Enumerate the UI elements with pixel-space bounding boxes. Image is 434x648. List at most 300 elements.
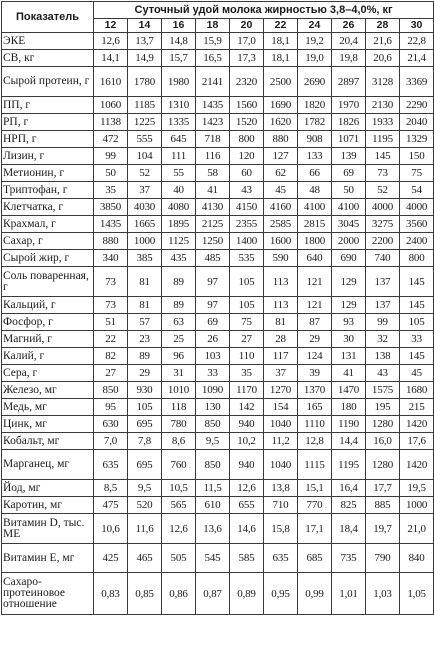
table-cell: 41 <box>332 365 366 382</box>
row-label: НРП, г <box>2 131 94 148</box>
row-label: Калий, г <box>2 348 94 365</box>
table-row <box>2 131 434 148</box>
row-label: Йод, мг <box>2 480 94 497</box>
table-cell: 718 <box>196 131 230 148</box>
table-cell: 930 <box>128 382 162 399</box>
row-label: ЭКЕ <box>2 33 94 50</box>
row-label: СВ, кг <box>2 50 94 67</box>
table-cell: 1090 <box>196 382 230 399</box>
table-row <box>2 182 434 199</box>
table-cell: 19,0 <box>298 50 332 67</box>
table-cell: 800 <box>230 131 264 148</box>
table-cell: 4000 <box>366 199 400 216</box>
row-label: Кобальт, мг <box>2 433 94 450</box>
table-cell: 11,6 <box>128 514 162 544</box>
table-cell: 69 <box>196 314 230 331</box>
table-cell: 20,6 <box>366 50 400 67</box>
row-label: РП, г <box>2 114 94 131</box>
table-cell: 14,9 <box>128 50 162 67</box>
table-cell: 95 <box>94 399 128 416</box>
table-cell: 2355 <box>230 216 264 233</box>
table-cell: 21,4 <box>400 50 434 67</box>
table-cell: 690 <box>332 250 366 267</box>
table-cell: 137 <box>366 297 400 314</box>
table-row <box>2 348 434 365</box>
table-cell: 35 <box>94 182 128 199</box>
table-cell: 4160 <box>264 199 298 216</box>
table-cell: 1280 <box>366 416 400 433</box>
table-cell: 180 <box>332 399 366 416</box>
table-cell: 4000 <box>400 199 434 216</box>
table-cell: 1225 <box>128 114 162 131</box>
table-cell: 31 <box>162 365 196 382</box>
row-label: Магний, г <box>2 331 94 348</box>
table-cell: 1060 <box>94 97 128 114</box>
table-cell: 45 <box>400 365 434 382</box>
table-cell: 89 <box>162 267 196 297</box>
table-cell: 52 <box>128 165 162 182</box>
table-cell: 105 <box>230 297 264 314</box>
table-cell: 18,1 <box>264 50 298 67</box>
table-cell: 104 <box>128 148 162 165</box>
table-cell: 43 <box>230 182 264 199</box>
table-cell: 1690 <box>264 97 298 114</box>
table-cell: 645 <box>162 131 196 148</box>
table-cell: 28 <box>264 331 298 348</box>
table-row <box>2 33 434 50</box>
table-cell: 11,5 <box>196 480 230 497</box>
table-cell: 35 <box>230 365 264 382</box>
table-row <box>2 216 434 233</box>
table-cell: 17,0 <box>230 33 264 50</box>
table-cell: 30 <box>332 331 366 348</box>
table-cell: 9,5 <box>196 433 230 450</box>
table-cell: 33 <box>400 331 434 348</box>
table-cell: 2400 <box>400 233 434 250</box>
table-cell: 8,6 <box>162 433 196 450</box>
table-cell: 145 <box>366 148 400 165</box>
table-cell: 41 <box>196 182 230 199</box>
table-row <box>2 114 434 131</box>
table-cell: 735 <box>332 544 366 573</box>
table-cell: 133 <box>298 148 332 165</box>
table-cell: 800 <box>400 250 434 267</box>
table-cell: 118 <box>162 399 196 416</box>
row-label: Сырой протеин, г <box>2 67 94 97</box>
table-cell: 145 <box>400 348 434 365</box>
column-header: 20 <box>230 18 264 32</box>
row-label: Сахар, г <box>2 233 94 250</box>
table-cell: 12,6 <box>162 514 196 544</box>
table-cell: 1520 <box>230 114 264 131</box>
table-cell: 154 <box>264 399 298 416</box>
table-cell: 127 <box>264 148 298 165</box>
table-cell: 1,05 <box>400 573 434 615</box>
table-cell: 3275 <box>366 216 400 233</box>
table-cell: 1,01 <box>332 573 366 615</box>
table-cell: 840 <box>400 544 434 573</box>
table-cell: 2200 <box>366 233 400 250</box>
table-cell: 73 <box>366 165 400 182</box>
table-cell: 2897 <box>332 67 366 97</box>
table-row <box>2 165 434 182</box>
table-row <box>2 50 434 67</box>
table-cell: 129 <box>332 267 366 297</box>
table-cell: 131 <box>332 348 366 365</box>
table-cell: 2500 <box>264 67 298 97</box>
table-cell: 29 <box>298 331 332 348</box>
table-cell: 16,5 <box>196 50 230 67</box>
table-cell: 1820 <box>298 97 332 114</box>
table-cell: 3128 <box>366 67 400 97</box>
table-cell: 1400 <box>230 233 264 250</box>
table-cell: 11,2 <box>264 433 298 450</box>
table-cell: 825 <box>332 497 366 514</box>
table-cell: 22 <box>94 331 128 348</box>
table-cell: 885 <box>366 497 400 514</box>
table-cell: 435 <box>162 250 196 267</box>
column-header: 14 <box>128 18 162 32</box>
table-cell: 60 <box>230 165 264 182</box>
table-cell: 1040 <box>264 450 298 480</box>
table-row <box>2 331 434 348</box>
table-row <box>2 297 434 314</box>
row-label: Фосфор, г <box>2 314 94 331</box>
table-cell: 99 <box>94 148 128 165</box>
table-cell: 14,8 <box>162 33 196 50</box>
table-cell: 73 <box>94 267 128 297</box>
table-cell: 19,5 <box>400 480 434 497</box>
table-cell: 465 <box>128 544 162 573</box>
table-cell: 138 <box>366 348 400 365</box>
table-cell: 1435 <box>196 97 230 114</box>
table-cell: 15,1 <box>298 480 332 497</box>
table-cell: 7,0 <box>94 433 128 450</box>
table-cell: 50 <box>332 182 366 199</box>
table-cell: 780 <box>162 416 196 433</box>
table-cell: 1980 <box>162 67 196 97</box>
table-row <box>2 267 434 297</box>
header-row-top <box>2 2 434 19</box>
table-cell: 425 <box>94 544 128 573</box>
table-cell: 97 <box>196 267 230 297</box>
row-label: Крахмал, г <box>2 216 94 233</box>
table-cell: 33 <box>196 365 230 382</box>
table-cell: 1138 <box>94 114 128 131</box>
row-label: Витамин E, мг <box>2 544 94 573</box>
table-cell: 19,2 <box>298 33 332 50</box>
table-cell: 13,7 <box>128 33 162 50</box>
table-cell: 52 <box>366 182 400 199</box>
table-cell: 110 <box>230 348 264 365</box>
table-cell: 850 <box>196 416 230 433</box>
table-cell: 1826 <box>332 114 366 131</box>
table-row <box>2 250 434 267</box>
table-cell: 740 <box>366 250 400 267</box>
table-cell: 113 <box>264 297 298 314</box>
table-cell: 940 <box>230 416 264 433</box>
table-header <box>2 2 434 33</box>
table-cell: 850 <box>196 450 230 480</box>
table-cell: 0,86 <box>162 573 196 615</box>
table-cell: 0,83 <box>94 573 128 615</box>
table-row <box>2 97 434 114</box>
table-cell: 2141 <box>196 67 230 97</box>
table-cell: 103 <box>196 348 230 365</box>
table-cell: 520 <box>128 497 162 514</box>
table-cell: 1620 <box>264 114 298 131</box>
table-cell: 0,95 <box>264 573 298 615</box>
column-header: 12 <box>94 18 128 32</box>
table-cell: 1071 <box>332 131 366 148</box>
row-label: Марганец, мг <box>2 450 94 480</box>
row-label: Сахаро-протеиновое отношение <box>2 573 94 615</box>
table-cell: 1420 <box>400 416 434 433</box>
table-cell: 2320 <box>230 67 264 97</box>
table-cell: 2125 <box>196 216 230 233</box>
table-cell: 195 <box>366 399 400 416</box>
row-label: Витамин D, тыс. МЕ <box>2 514 94 544</box>
table-row <box>2 480 434 497</box>
table-cell: 340 <box>94 250 128 267</box>
table-row <box>2 199 434 216</box>
table-cell: 2130 <box>366 97 400 114</box>
table-cell: 14,4 <box>332 433 366 450</box>
table-cell: 121 <box>298 267 332 297</box>
table-cell: 695 <box>128 450 162 480</box>
table-cell: 81 <box>128 297 162 314</box>
table-cell: 1610 <box>94 67 128 97</box>
row-label: Сера, г <box>2 365 94 382</box>
table-cell: 485 <box>196 250 230 267</box>
table-cell: 4080 <box>162 199 196 216</box>
row-label: Медь, мг <box>2 399 94 416</box>
row-label: Сырой жир, г <box>2 250 94 267</box>
table-cell: 10,2 <box>230 433 264 450</box>
table-cell: 1370 <box>298 382 332 399</box>
table-cell: 27 <box>94 365 128 382</box>
table-cell: 12,6 <box>230 480 264 497</box>
table-cell: 1329 <box>400 131 434 148</box>
table-cell: 96 <box>162 348 196 365</box>
table-cell: 555 <box>128 131 162 148</box>
table-row <box>2 399 434 416</box>
table-cell: 73 <box>94 297 128 314</box>
row-label: Триптофан, г <box>2 182 94 199</box>
nutrition-table <box>1 1 434 615</box>
table-cell: 75 <box>400 165 434 182</box>
nutrition-table-container <box>1 1 433 615</box>
table-cell: 22,8 <box>400 33 434 50</box>
table-cell: 48 <box>298 182 332 199</box>
column-header: 26 <box>332 18 366 32</box>
table-cell: 3850 <box>94 199 128 216</box>
table-cell: 565 <box>162 497 196 514</box>
table-cell: 1560 <box>230 97 264 114</box>
table-row <box>2 544 434 573</box>
table-cell: 585 <box>230 544 264 573</box>
table-cell: 1010 <box>162 382 196 399</box>
table-cell: 0,89 <box>230 573 264 615</box>
table-cell: 145 <box>400 297 434 314</box>
table-row <box>2 67 434 97</box>
table-cell: 12,6 <box>94 33 128 50</box>
table-cell: 117 <box>264 348 298 365</box>
table-cell: 150 <box>400 148 434 165</box>
table-cell: 10,5 <box>162 480 196 497</box>
table-cell: 129 <box>332 297 366 314</box>
table-cell: 1780 <box>128 67 162 97</box>
table-cell: 25 <box>162 331 196 348</box>
table-cell: 40 <box>162 182 196 199</box>
table-cell: 1195 <box>332 450 366 480</box>
row-label: Клетчатка, г <box>2 199 94 216</box>
table-cell: 124 <box>298 348 332 365</box>
table-cell: 32 <box>366 331 400 348</box>
table-cell: 1125 <box>162 233 196 250</box>
table-cell: 1435 <box>94 216 128 233</box>
column-header: 28 <box>366 18 400 32</box>
table-cell: 1040 <box>264 416 298 433</box>
table-cell: 121 <box>298 297 332 314</box>
table-cell: 27 <box>230 331 264 348</box>
row-label: Цинк, мг <box>2 416 94 433</box>
table-cell: 120 <box>230 148 264 165</box>
table-cell: 37 <box>128 182 162 199</box>
table-cell: 635 <box>94 450 128 480</box>
table-cell: 66 <box>298 165 332 182</box>
table-cell: 1170 <box>230 382 264 399</box>
table-cell: 4130 <box>196 199 230 216</box>
table-cell: 590 <box>264 250 298 267</box>
table-cell: 139 <box>332 148 366 165</box>
table-cell: 880 <box>264 131 298 148</box>
table-cell: 87 <box>298 314 332 331</box>
table-cell: 1310 <box>162 97 196 114</box>
table-cell: 685 <box>298 544 332 573</box>
table-cell: 12,8 <box>298 433 332 450</box>
table-cell: 1115 <box>298 450 332 480</box>
table-cell: 50 <box>94 165 128 182</box>
table-row <box>2 382 434 399</box>
table-cell: 105 <box>400 314 434 331</box>
table-cell: 0,85 <box>128 573 162 615</box>
table-cell: 1470 <box>332 382 366 399</box>
table-cell: 111 <box>162 148 196 165</box>
table-cell: 93 <box>332 314 366 331</box>
table-cell: 790 <box>366 544 400 573</box>
table-cell: 3045 <box>332 216 366 233</box>
table-cell: 770 <box>298 497 332 514</box>
table-cell: 58 <box>196 165 230 182</box>
table-cell: 505 <box>162 544 196 573</box>
table-cell: 13,6 <box>196 514 230 544</box>
table-cell: 1000 <box>400 497 434 514</box>
table-cell: 16,0 <box>366 433 400 450</box>
table-cell: 89 <box>162 297 196 314</box>
table-cell: 655 <box>230 497 264 514</box>
table-cell: 635 <box>264 544 298 573</box>
table-cell: 1,03 <box>366 573 400 615</box>
table-row <box>2 433 434 450</box>
table-cell: 1600 <box>264 233 298 250</box>
table-cell: 17,1 <box>298 514 332 544</box>
table-cell: 69 <box>332 165 366 182</box>
table-cell: 13,8 <box>264 480 298 497</box>
table-cell: 14,6 <box>230 514 264 544</box>
table-cell: 4150 <box>230 199 264 216</box>
table-cell: 215 <box>400 399 434 416</box>
table-cell: 1665 <box>128 216 162 233</box>
table-cell: 8,5 <box>94 480 128 497</box>
table-cell: 1110 <box>298 416 332 433</box>
table-cell: 3560 <box>400 216 434 233</box>
table-cell: 14,1 <box>94 50 128 67</box>
table-row <box>2 450 434 480</box>
table-cell: 908 <box>298 131 332 148</box>
table-cell: 0,99 <box>298 573 332 615</box>
table-row <box>2 514 434 544</box>
table-cell: 4100 <box>332 199 366 216</box>
table-cell: 116 <box>196 148 230 165</box>
table-cell: 55 <box>162 165 196 182</box>
table-cell: 97 <box>196 297 230 314</box>
table-cell: 21,6 <box>366 33 400 50</box>
table-cell: 81 <box>264 314 298 331</box>
table-cell: 2040 <box>400 114 434 131</box>
row-label: ПП, г <box>2 97 94 114</box>
table-cell: 1575 <box>366 382 400 399</box>
table-cell: 1420 <box>400 450 434 480</box>
table-cell: 4100 <box>298 199 332 216</box>
table-row <box>2 148 434 165</box>
table-cell: 1190 <box>332 416 366 433</box>
table-cell: 545 <box>196 544 230 573</box>
table-cell: 45 <box>264 182 298 199</box>
table-cell: 1800 <box>298 233 332 250</box>
table-cell: 1423 <box>196 114 230 131</box>
table-cell: 535 <box>230 250 264 267</box>
table-cell: 43 <box>366 365 400 382</box>
row-label: Каротин, мг <box>2 497 94 514</box>
table-row <box>2 314 434 331</box>
table-cell: 940 <box>230 450 264 480</box>
table-cell: 2585 <box>264 216 298 233</box>
table-cell: 475 <box>94 497 128 514</box>
table-cell: 99 <box>366 314 400 331</box>
table-cell: 850 <box>94 382 128 399</box>
table-cell: 62 <box>264 165 298 182</box>
table-cell: 9,5 <box>128 480 162 497</box>
column-header: 24 <box>298 18 332 32</box>
table-cell: 610 <box>196 497 230 514</box>
table-cell: 3369 <box>400 67 434 97</box>
table-cell: 1680 <box>400 382 434 399</box>
table-cell: 18,4 <box>332 514 366 544</box>
table-row <box>2 416 434 433</box>
table-cell: 1280 <box>366 450 400 480</box>
row-label: Метионин, г <box>2 165 94 182</box>
table-cell: 89 <box>128 348 162 365</box>
table-cell: 17,6 <box>400 433 434 450</box>
table-cell: 1250 <box>196 233 230 250</box>
table-cell: 1933 <box>366 114 400 131</box>
table-cell: 2815 <box>298 216 332 233</box>
table-cell: 82 <box>94 348 128 365</box>
table-cell: 1185 <box>128 97 162 114</box>
table-cell: 19,7 <box>366 514 400 544</box>
table-row <box>2 573 434 615</box>
